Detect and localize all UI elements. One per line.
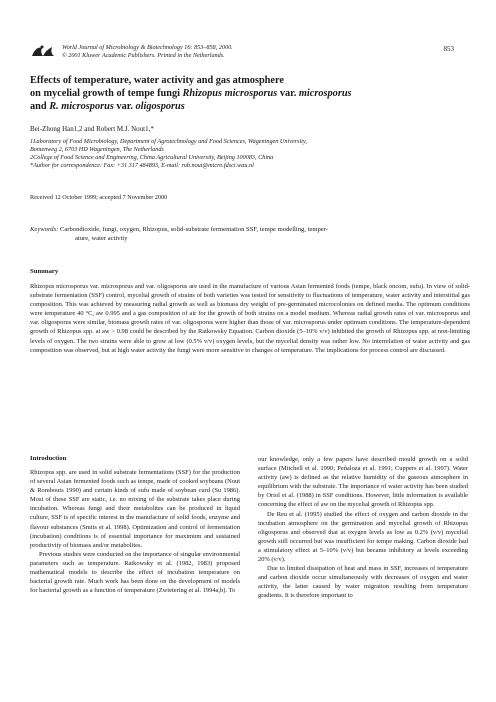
right-column: [258, 455, 468, 601]
keywords: [30, 225, 458, 243]
received-dates: Received 12 October 1999; accepted 7 November 2000: [30, 194, 168, 201]
affiliation-line: Bomenweg 2, 6703 HD Wageningen, The Netherlands: [30, 146, 164, 154]
title-line-1: Effects of temperature, water activity and gas atmosphere: [30, 75, 284, 86]
paragraph: Due to limited dissipation of heat and mass in SSF, increases of temperature and carbon dioxide occur simultaneously with decreases of oxygen and water activity, the latter caused by water migration resulting from temperature gradients. It is therefore important to: [258, 565, 468, 600]
page-number: 853: [443, 45, 454, 53]
keywords-line-1: Carbondioxide, fungi, oxygen, Rhizopus, solid-substrate fermentation SSF, tempe modelling, temper-: [59, 226, 328, 233]
journal-line-1: World Journal of Microbiology & Biotechnology 16: 853–858, 2000.: [62, 44, 233, 51]
paragraph: Rhizopus spp. are used in solid substrate fermentations (SSF) for the production of several Asian fermented foods such as tempe, made of cooked soybeans (Nout & Rombouts 1990) and certain kinds of sufu made of soybean curd (Su 1986). Most of these SSF are static, i.e. no mixing of the substrate takes place during incubation. Whereas fungi and their metabolites can be produced in liquid culture, SSF is of specific interest in the manufacture of solid foods, enzyme and flavour substances (Smits et al. 1998). Optimization and control of fermentation (incubation) conditions is of essential importance for maximum and sustained productivity of biomass and/or metabolites.: [30, 469, 240, 549]
affiliations: [30, 138, 470, 170]
title-line-3: and R. microsporus var. oligosporus: [30, 101, 185, 112]
keywords-line-2: ature, water activity: [75, 235, 128, 242]
keywords-label: Keywords:: [30, 226, 59, 233]
title-line-2: on mycelial growth of tempe fungi Rhizopus microsporus var. microsporus: [30, 88, 352, 99]
affiliation-line: 1Laboratory of Food Microbiology, Department of Agrotechnology and Food Sciences, Wageningen University,: [30, 138, 307, 145]
paragraph: our knowledge, only a few papers have described mould growth on a solid surface (Mitchell et al. 1990; Peñaloza et al. 1991; Cuppers et al. 1997). Water activity (aw) is defined as the relative humidity of the gaseous atmosphere in equilibrium with the substrate. The importance of water activity has been studied by Oriol et al. (1988) in SSF conditions. However, little information is available concerning the effect of aw on the mycelial growth of Rhizopus spp.: [258, 456, 468, 509]
paragraph: De Reu et al. (1995) studied the effect of oxygen and carbon dioxide in the incubation atmosphere on the germination and mycelial growth of Rhizopus oligosporus and observed that at oxygen levels as low as 0.2% (v/v) mycelial growth still occurred but was insufficient for tempe making. Carbon dioxide had a stimulatory effect at 5–10% (v/v) but became inhibitory at levels exceeding 20% (v/v).: [258, 510, 468, 564]
introduction-heading: Introduction: [30, 455, 67, 462]
author-list: Bei-Zhong Han1,2 and Robert M.J. Nout1,*: [30, 125, 154, 133]
summary-heading: Summary: [30, 268, 59, 275]
left-column: [30, 468, 240, 595]
paragraph: Previous studies were conducted on the importance of singular environmental parameters such as temperature. Ratkowsky et al. (1982, 1983) proposed mathematical models to describe the effect of incubation temperature on bacterial growth rate. Much work has been done on the development of models for bacterial growth as a function of temperature (Zwietering et al. 1994a,b). To: [30, 550, 240, 595]
affiliation-line: 2College of Food Science and Engineering, China Agricultural University, Beijing 100083, China: [30, 154, 274, 162]
summary-text: Rhizopus microsporus var. microsporus and var. oligosporus are used in the manufacture of various Asian fermented foods (tempe, black oncom, sufu). In view of solid-substrate fermentation (SSF) control, mycelial growth of strains of both varieties was tested for sensitivity to fluctuations of temperature, water activity and interstitial gas composition. This was achieved by measuring radial growth as well as biomass dry weight of pre-germinated microcolonies on defined media. The optimum conditions were temperature 40 °C, aw 0.995 and a gas composition of air for the growth of both strains on a model medium. Whereas radial growth rates of var. microsporus and var. oligosporus were similar, biomass growth rates of var. oligosporus were higher than those of var. microsporus under optimum conditions. The temperature-dependent growth of Rhizopus spp. at aw > 0.98 could be described by the Ratkowsky Equation. Carbon dioxide (5–10% v/v) inhibited the growth of Rhizopus spp. at non-limiting levels of oxygen. The two strains were able to grow at low (0.5% v/v) oxygen levels, but the mycelial density was rather low. No interrelation of water activity and gas composition was observed, but at high water activity the fungi were more sensitive to changes of temperature. The implications for process control are discussed.: [30, 283, 470, 354]
correspondence-line: *Author for correspondence: Fax: +31 317 484893, E-mail: rob.nout@micro.fdsci.wau.nl: [30, 162, 254, 170]
publisher-logo: [30, 44, 56, 58]
article-title: [30, 74, 470, 113]
journal-line-2: © 2001 Kluwer Academic Publishers. Printed in the Netherlands.: [62, 52, 225, 59]
journal-citation: [62, 44, 402, 60]
